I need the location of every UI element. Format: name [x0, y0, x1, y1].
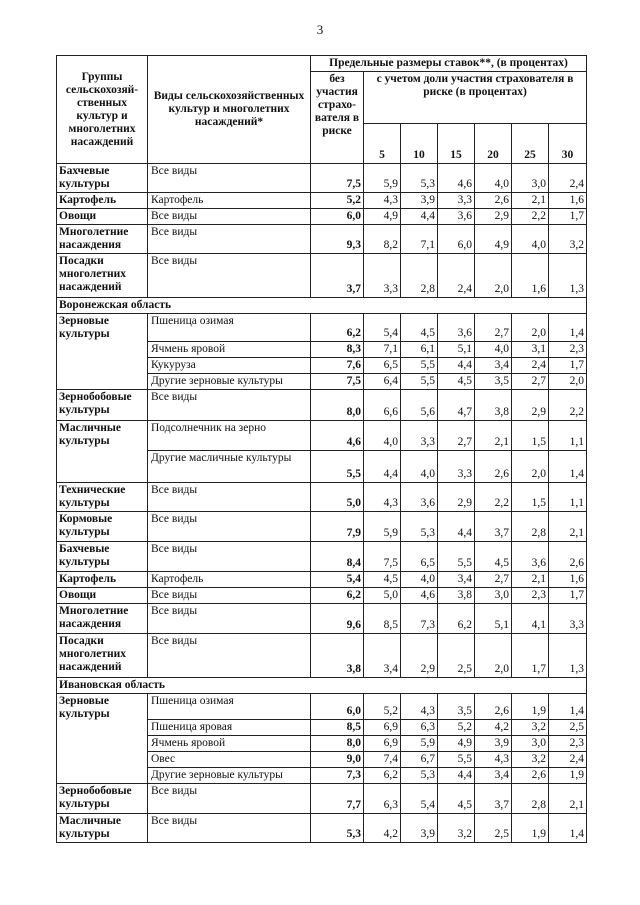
- rate-share-5: 4,9: [364, 209, 401, 225]
- rate-share-5: 6,9: [364, 720, 401, 736]
- rate-share-5: 6,3: [364, 784, 401, 814]
- table-row: [57, 254, 587, 298]
- crop-kind: Ячмень яровой: [148, 342, 311, 358]
- rate-share-25: 3,2: [512, 752, 549, 768]
- rate-share-10: 5,5: [401, 374, 438, 390]
- rate-share-25: 1,6: [512, 254, 549, 298]
- rate-share-15: 2,4: [438, 254, 475, 298]
- crop-group: Посадки многолетних насаждений: [57, 634, 148, 678]
- rate-share-25: 4,0: [512, 225, 549, 254]
- rate-share-25: 2,4: [512, 358, 549, 374]
- crop-group: Посадки многолетних насаждений: [57, 254, 148, 298]
- rate-share-5: 4,2: [364, 814, 401, 843]
- rate-share-30: 1,9: [549, 768, 587, 784]
- rate-share-20: 4,9: [475, 225, 512, 254]
- rate-share-5: 6,4: [364, 374, 401, 390]
- rate-share-25: 2,8: [512, 512, 549, 542]
- crop-kind: Все виды: [148, 814, 311, 843]
- crop-group: Многолетние насаждения: [57, 225, 148, 254]
- rate-share-20: 3,7: [475, 512, 512, 542]
- rate-share-10: 5,4: [401, 784, 438, 814]
- crop-kind: Картофель: [148, 193, 311, 209]
- rate-share-15: 2,9: [438, 483, 475, 512]
- rate-share-30: 1,7: [549, 588, 587, 604]
- rate-share-10: 5,5: [401, 358, 438, 374]
- crop-kind: Все виды: [148, 634, 311, 678]
- rate-share-30: 2,0: [549, 374, 587, 390]
- crop-kind: Пшеница озимая: [148, 694, 311, 720]
- header-without-share: без участия страхо-вателя в риске: [311, 72, 364, 164]
- rate-without-share: 7,7: [311, 784, 364, 814]
- rate-share-15: 4,7: [438, 390, 475, 421]
- rate-share-30: 2,4: [549, 752, 587, 768]
- crop-group: Кормовые культуры: [57, 512, 148, 542]
- rate-share-15: 4,4: [438, 768, 475, 784]
- rate-share-15: 5,2: [438, 720, 475, 736]
- crop-kind: Кукуруза: [148, 358, 311, 374]
- table-row: [57, 588, 587, 604]
- rate-share-30: 2,5: [549, 720, 587, 736]
- rate-share-30: 2,6: [549, 542, 587, 572]
- rate-share-20: 2,2: [475, 483, 512, 512]
- rate-share-30: 1,3: [549, 254, 587, 298]
- crop-kind: Все виды: [148, 209, 311, 225]
- rate-share-25: 1,5: [512, 421, 549, 451]
- table-row: [57, 784, 587, 814]
- rate-share-30: 2,1: [549, 784, 587, 814]
- table-row: [57, 542, 587, 572]
- rate-share-20: 2,6: [475, 694, 512, 720]
- region-label: Ивановская область: [57, 678, 587, 694]
- rate-share-10: 4,5: [401, 314, 438, 342]
- rate-share-25: 2,1: [512, 193, 549, 209]
- rate-share-15: 3,4: [438, 572, 475, 588]
- rate-share-25: 1,5: [512, 483, 549, 512]
- region-label: Воронежская область: [57, 298, 587, 314]
- rate-share-30: 1,3: [549, 634, 587, 678]
- rate-without-share: 7,9: [311, 512, 364, 542]
- rate-share-15: 3,6: [438, 314, 475, 342]
- rate-share-10: 4,0: [401, 572, 438, 588]
- table-row: [57, 483, 587, 512]
- table-row: [57, 193, 587, 209]
- crop-kind: Все виды: [148, 254, 311, 298]
- insurance-rates-table: [56, 55, 587, 843]
- rate-share-30: 2,4: [549, 164, 587, 193]
- rate-share-15: 6,0: [438, 225, 475, 254]
- rate-without-share: 8,0: [311, 390, 364, 421]
- rate-share-20: 3,9: [475, 736, 512, 752]
- rate-share-20: 2,0: [475, 634, 512, 678]
- rate-share-5: 7,5: [364, 542, 401, 572]
- rate-share-15: 4,4: [438, 358, 475, 374]
- rate-share-5: 4,0: [364, 421, 401, 451]
- rate-without-share: 5,3: [311, 814, 364, 843]
- rate-share-25: 1,7: [512, 634, 549, 678]
- rate-share-5: 5,9: [364, 512, 401, 542]
- rate-share-5: 8,5: [364, 604, 401, 634]
- rate-share-20: 4,0: [475, 164, 512, 193]
- header-share-25: 25: [512, 124, 549, 164]
- rate-share-10: 5,6: [401, 390, 438, 421]
- rate-share-30: 2,1: [549, 512, 587, 542]
- crop-kind: Все виды: [148, 604, 311, 634]
- rate-without-share: 3,8: [311, 634, 364, 678]
- rate-share-5: 4,5: [364, 572, 401, 588]
- rate-share-30: 1,7: [549, 209, 587, 225]
- crop-kind: Все виды: [148, 784, 311, 814]
- rate-without-share: 6,0: [311, 694, 364, 720]
- rate-share-15: 6,2: [438, 604, 475, 634]
- region-row: [57, 298, 587, 314]
- crop-kind: Подсолнечник на зерно: [148, 421, 311, 451]
- rate-share-15: 2,7: [438, 421, 475, 451]
- rate-share-15: 5,5: [438, 542, 475, 572]
- rate-share-25: 1,9: [512, 814, 549, 843]
- crop-group: Многолетние насаждения: [57, 604, 148, 634]
- crop-kind: Все виды: [148, 390, 311, 421]
- rate-share-5: 6,9: [364, 736, 401, 752]
- rate-without-share: 7,5: [311, 374, 364, 390]
- rate-share-20: 5,1: [475, 604, 512, 634]
- rate-share-25: 2,7: [512, 374, 549, 390]
- rate-share-30: 1,7: [549, 358, 587, 374]
- crop-kind: Все виды: [148, 542, 311, 572]
- crop-kind: Другие масличные культуры: [148, 451, 311, 483]
- crop-group: Зернобобовые культуры: [57, 390, 148, 421]
- rate-share-20: 2,1: [475, 421, 512, 451]
- rate-without-share: 8,4: [311, 542, 364, 572]
- rate-share-20: 4,2: [475, 720, 512, 736]
- rate-share-10: 3,3: [401, 421, 438, 451]
- rate-share-5: 7,4: [364, 752, 401, 768]
- rate-without-share: 8,5: [311, 720, 364, 736]
- crop-group: Бахчевые культуры: [57, 542, 148, 572]
- rate-share-5: 4,3: [364, 483, 401, 512]
- rate-share-5: 3,4: [364, 634, 401, 678]
- rate-share-20: 2,0: [475, 254, 512, 298]
- rate-without-share: 9,0: [311, 752, 364, 768]
- rate-without-share: 6,0: [311, 209, 364, 225]
- rate-without-share: 4,6: [311, 421, 364, 451]
- rate-share-20: 2,6: [475, 451, 512, 483]
- rate-share-30: 1,4: [549, 814, 587, 843]
- crop-group: Технические культуры: [57, 483, 148, 512]
- table-row: [57, 694, 587, 720]
- rate-share-15: 4,5: [438, 784, 475, 814]
- rate-share-10: 4,6: [401, 588, 438, 604]
- crop-kind: Пшеница яровая: [148, 720, 311, 736]
- rate-share-10: 3,9: [401, 814, 438, 843]
- rate-share-25: 2,6: [512, 768, 549, 784]
- rate-share-25: 2,1: [512, 572, 549, 588]
- rate-share-10: 6,5: [401, 542, 438, 572]
- rate-share-30: 1,1: [549, 421, 587, 451]
- crop-kind: Все виды: [148, 512, 311, 542]
- rate-share-20: 3,5: [475, 374, 512, 390]
- rate-without-share: 8,3: [311, 342, 364, 358]
- table-row: [57, 634, 587, 678]
- rate-share-10: 4,4: [401, 209, 438, 225]
- rate-share-15: 3,3: [438, 193, 475, 209]
- table-row: [57, 421, 587, 451]
- table-row: [57, 225, 587, 254]
- rate-share-10: 5,3: [401, 768, 438, 784]
- table-row: [57, 572, 587, 588]
- rate-share-25: 2,9: [512, 390, 549, 421]
- crop-group: Бахчевые культуры: [57, 164, 148, 193]
- crop-kind: Все виды: [148, 225, 311, 254]
- rate-without-share: 5,4: [311, 572, 364, 588]
- rate-without-share: 8,0: [311, 736, 364, 752]
- rate-share-20: 3,8: [475, 390, 512, 421]
- rate-without-share: 3,7: [311, 254, 364, 298]
- rate-share-20: 3,4: [475, 768, 512, 784]
- rate-without-share: 9,6: [311, 604, 364, 634]
- rate-share-10: 3,9: [401, 193, 438, 209]
- crop-group: Масличные культуры: [57, 814, 148, 843]
- rate-share-30: 2,2: [549, 390, 587, 421]
- rate-share-25: 2,0: [512, 314, 549, 342]
- rate-share-15: 4,5: [438, 374, 475, 390]
- rate-share-10: 4,3: [401, 694, 438, 720]
- rate-without-share: 6,2: [311, 588, 364, 604]
- rate-share-20: 2,9: [475, 209, 512, 225]
- rate-share-10: 7,3: [401, 604, 438, 634]
- rate-share-5: 6,5: [364, 358, 401, 374]
- table-row: [57, 164, 587, 193]
- crop-kind: Овес: [148, 752, 311, 768]
- rate-share-20: 3,0: [475, 588, 512, 604]
- table-row: [57, 390, 587, 421]
- rate-without-share: 6,2: [311, 314, 364, 342]
- rate-share-30: 2,3: [549, 342, 587, 358]
- crop-kind: Пшеница озимая: [148, 314, 311, 342]
- rate-share-15: 3,6: [438, 209, 475, 225]
- rate-share-20: 4,5: [475, 542, 512, 572]
- rate-share-30: 1,6: [549, 193, 587, 209]
- rate-share-15: 5,5: [438, 752, 475, 768]
- rate-without-share: 7,5: [311, 164, 364, 193]
- rate-share-5: 3,3: [364, 254, 401, 298]
- rate-share-10: 2,8: [401, 254, 438, 298]
- header-share-30: 30: [549, 124, 587, 164]
- rate-without-share: 7,3: [311, 768, 364, 784]
- header-group: Группы сельскохозяй-ственных культур и многолетних насаждений: [57, 56, 148, 164]
- rate-share-25: 2,2: [512, 209, 549, 225]
- page-number: 3: [316, 22, 324, 37]
- crop-group: Овощи: [57, 588, 148, 604]
- rate-share-5: 5,2: [364, 694, 401, 720]
- crop-group: Зерновые культуры: [57, 314, 148, 390]
- header-share-5: 5: [364, 124, 401, 164]
- crop-group: Картофель: [57, 193, 148, 209]
- rate-share-25: 2,8: [512, 784, 549, 814]
- rate-share-20: 3,4: [475, 358, 512, 374]
- rate-share-30: 3,2: [549, 225, 587, 254]
- rate-share-25: 3,0: [512, 736, 549, 752]
- crop-group: Зерновые культуры: [57, 694, 148, 784]
- rate-share-10: 6,1: [401, 342, 438, 358]
- rate-share-5: 5,4: [364, 314, 401, 342]
- rate-share-20: 4,0: [475, 342, 512, 358]
- table-row: [57, 512, 587, 542]
- table-row: [57, 604, 587, 634]
- rate-share-10: 7,1: [401, 225, 438, 254]
- rate-share-20: 2,7: [475, 314, 512, 342]
- rate-share-25: 3,0: [512, 164, 549, 193]
- rate-share-5: 6,6: [364, 390, 401, 421]
- rate-share-10: 3,6: [401, 483, 438, 512]
- header-share-15: 15: [438, 124, 475, 164]
- crop-group: Масличные культуры: [57, 421, 148, 483]
- rate-share-5: 5,9: [364, 164, 401, 193]
- rate-share-5: 6,2: [364, 768, 401, 784]
- rate-share-20: 2,5: [475, 814, 512, 843]
- rate-share-30: 2,3: [549, 736, 587, 752]
- rate-without-share: 5,0: [311, 483, 364, 512]
- rate-share-15: 3,5: [438, 694, 475, 720]
- rate-share-30: 1,6: [549, 572, 587, 588]
- rate-share-15: 4,6: [438, 164, 475, 193]
- table-row: [57, 314, 587, 342]
- rate-share-5: 7,1: [364, 342, 401, 358]
- crop-kind: Все виды: [148, 588, 311, 604]
- header-share-10: 10: [401, 124, 438, 164]
- header-limit: Предельные размеры ставок**, (в процентах): [311, 56, 587, 72]
- header-with-share: с учетом доли участия страхователя в риске (в процентах): [364, 72, 587, 124]
- header-share-20: 20: [475, 124, 512, 164]
- rate-share-15: 3,3: [438, 451, 475, 483]
- rate-share-15: 5,1: [438, 342, 475, 358]
- region-row: [57, 678, 587, 694]
- rate-share-15: 4,4: [438, 512, 475, 542]
- crop-kind: Картофель: [148, 572, 311, 588]
- rate-share-10: 4,0: [401, 451, 438, 483]
- rate-share-25: 3,1: [512, 342, 549, 358]
- rate-without-share: 5,5: [311, 451, 364, 483]
- crop-group: Овощи: [57, 209, 148, 225]
- rate-share-5: 5,0: [364, 588, 401, 604]
- rate-share-5: 8,2: [364, 225, 401, 254]
- rate-share-25: 2,3: [512, 588, 549, 604]
- rate-without-share: 9,3: [311, 225, 364, 254]
- rate-without-share: 7,6: [311, 358, 364, 374]
- rate-share-30: 1,4: [549, 451, 587, 483]
- rate-share-30: 1,4: [549, 694, 587, 720]
- rate-share-10: 5,3: [401, 512, 438, 542]
- rate-share-15: 2,5: [438, 634, 475, 678]
- crop-group: Картофель: [57, 572, 148, 588]
- rate-share-5: 4,3: [364, 193, 401, 209]
- rate-share-10: 2,9: [401, 634, 438, 678]
- rate-share-10: 6,3: [401, 720, 438, 736]
- rate-share-20: 4,3: [475, 752, 512, 768]
- rate-share-30: 3,3: [549, 604, 587, 634]
- rate-share-20: 2,7: [475, 572, 512, 588]
- table-row: [57, 209, 587, 225]
- rate-share-20: 2,6: [475, 193, 512, 209]
- rate-share-10: 6,7: [401, 752, 438, 768]
- rate-share-5: 4,4: [364, 451, 401, 483]
- header-kind: Виды сельскохозяйственных культур и многолетних насаждений*: [148, 56, 311, 164]
- rate-share-15: 3,2: [438, 814, 475, 843]
- rate-share-25: 3,2: [512, 720, 549, 736]
- crop-kind: Другие зерновые культуры: [148, 374, 311, 390]
- rate-share-20: 3,7: [475, 784, 512, 814]
- crop-kind: Все виды: [148, 164, 311, 193]
- rate-share-25: 1,9: [512, 694, 549, 720]
- rate-share-25: 2,0: [512, 451, 549, 483]
- crop-kind: Все виды: [148, 483, 311, 512]
- rate-share-30: 1,4: [549, 314, 587, 342]
- rate-share-25: 3,6: [512, 542, 549, 572]
- table-row: [57, 814, 587, 843]
- rate-share-30: 1,1: [549, 483, 587, 512]
- rate-without-share: 5,2: [311, 193, 364, 209]
- crop-group: Зернобобовые культуры: [57, 784, 148, 814]
- crop-kind: Другие зерновые культуры: [148, 768, 311, 784]
- crop-kind: Ячмень яровой: [148, 736, 311, 752]
- rate-share-15: 4,9: [438, 736, 475, 752]
- rate-share-15: 3,8: [438, 588, 475, 604]
- rate-share-10: 5,9: [401, 736, 438, 752]
- rate-share-10: 5,3: [401, 164, 438, 193]
- rate-share-25: 4,1: [512, 604, 549, 634]
